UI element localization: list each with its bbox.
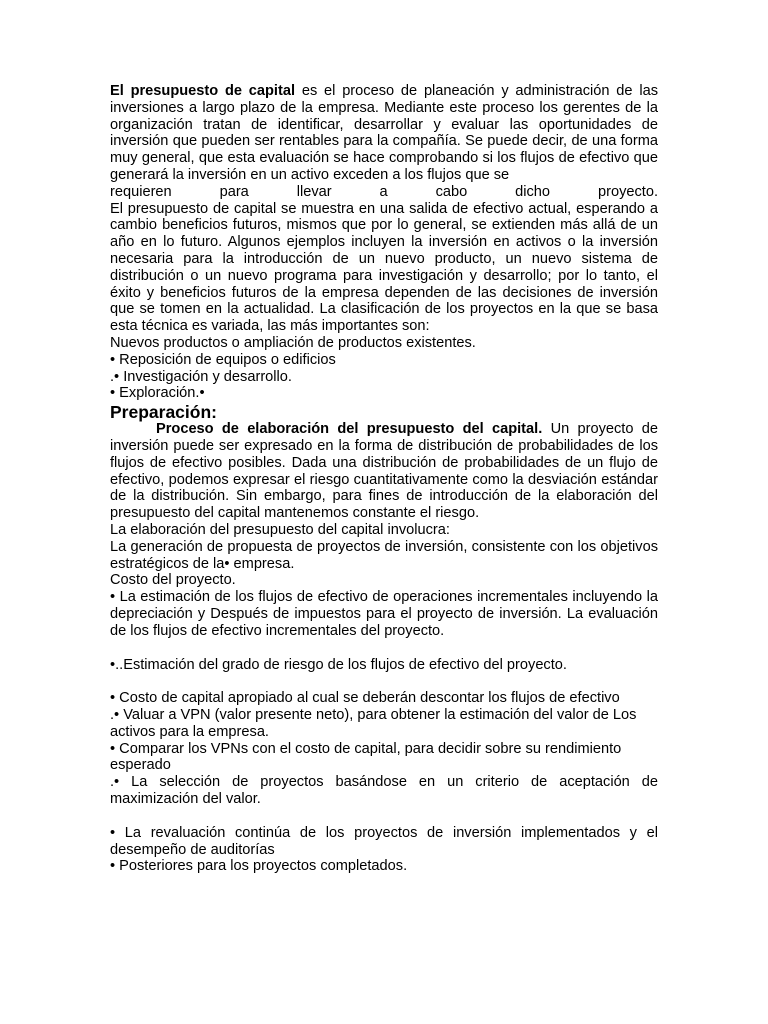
intro-text: es el proceso de planeación y administración de las inversiones a largo plazo de la empresa. Mediante este proceso los gerentes de la organización tratan de identificar, desarrollar y evaluar las oportunidades de inversión que pueden ser rentables para la compañía. Se puede decir, de una forma muy general, que esta evaluación se hace comprobando si los flujos de efectivo que generará la inversión en un activo exceden a los flujos que se — [110, 83, 658, 183]
paragraph-involucra: La elaboración del presupuesto del capital involucra: — [110, 521, 450, 538]
list-item-nuevos-productos: Nuevos productos o ampliación de productos existentes. — [110, 334, 476, 351]
paragraph-vpn: .• Valuar a VPN (valor presente neto), para obtener la estimación del valor de Los activos para la empresa. — [110, 707, 637, 740]
paragraph-riesgo: •..Estimación del grado de riesgo de los flujos de efectivo del proyecto. — [110, 656, 567, 673]
paragraph-seleccion: .• La selección de proyectos basándose en un criterio de aceptación de maximización del valor. — [110, 774, 658, 808]
document-body — [110, 83, 658, 875]
list-item-exploracion: • Exploración.• — [110, 385, 205, 402]
spacer — [110, 673, 658, 690]
term-presupuesto-capital: El presupuesto de capital — [110, 83, 296, 99]
list-item-investigacion: .• Investigación y desarrollo. — [110, 368, 292, 385]
paragraph-costo-proyecto: Costo del proyecto. — [110, 572, 236, 589]
paragraph-proceso — [110, 421, 658, 522]
intro-last-line: requieren para llevar a cabo dicho proyecto. — [110, 183, 658, 200]
term-proceso-elaboracion: Proceso de elaboración del presupuesto del capital. — [156, 421, 543, 438]
paragraph-estimacion-flujos: • La estimación de los flujos de efectivo de operaciones incrementales incluyendo la depreciación y Después de impuestos para el proyecto de inversión. La evaluación de los flujos de efectivo incrementales del proyecto. — [110, 589, 658, 639]
paragraph-posteriores: • Posteriores para los proyectos completados. — [110, 858, 408, 875]
paragraph-generacion: La generación de propuesta de proyectos de inversión, consistente con los objetivos estratégicos de la• empresa. — [110, 538, 658, 572]
paragraph-intro — [110, 83, 658, 184]
spacer — [110, 640, 658, 657]
paragraph-definition: El presupuesto de capital se muestra en una salida de efectivo actual, esperando a cambio beneficios futuros, mismos que por lo general, se extienden más allá de un año en lo futuro. Algunos ejemplos incluyen la inversión en activos o la inversión necesaria para la introducción de un nuevo producto, un nuevo sistema de distribución o un nuevo programa para investigación y desarrollo; por lo tanto, el éxito y beneficios futuros de la empresa dependen de las decisiones de inversión que se tomen en la actualidad. La clasificación de los proyectos en la que se basa esta técnica es variada, las más importantes son: — [110, 200, 658, 335]
paragraph-costo-capital: • Costo de capital apropiado al cual se deberán descontar los flujos de efectivo — [110, 690, 620, 707]
spacer — [110, 808, 658, 825]
proceso-text: Un proyecto de inversión puede ser expresado en la forma de distribución de probabilidades de los flujos de efectivo posibles. Dada una distribución de probabilidades de un flujo de efectivo, podemos expresar el riesgo cuantitativamente como la desviación estándar de la distribución. Sin embargo, para fines de introducción de la elaboración del presupuesto del capital mantenemos constante el riesgo. — [110, 421, 658, 522]
section-heading-preparacion: Preparación: — [110, 402, 217, 423]
paragraph-comparar: • Comparar los VPNs con el costo de capital, para decidir sobre su rendimiento esperado — [110, 740, 622, 774]
paragraph-revaluacion: • La revaluación continúa de los proyectos de inversión implementados y el desempeño de auditorías — [110, 824, 658, 858]
list-item-reposicion: • Reposición de equipos o edificios — [110, 351, 336, 368]
